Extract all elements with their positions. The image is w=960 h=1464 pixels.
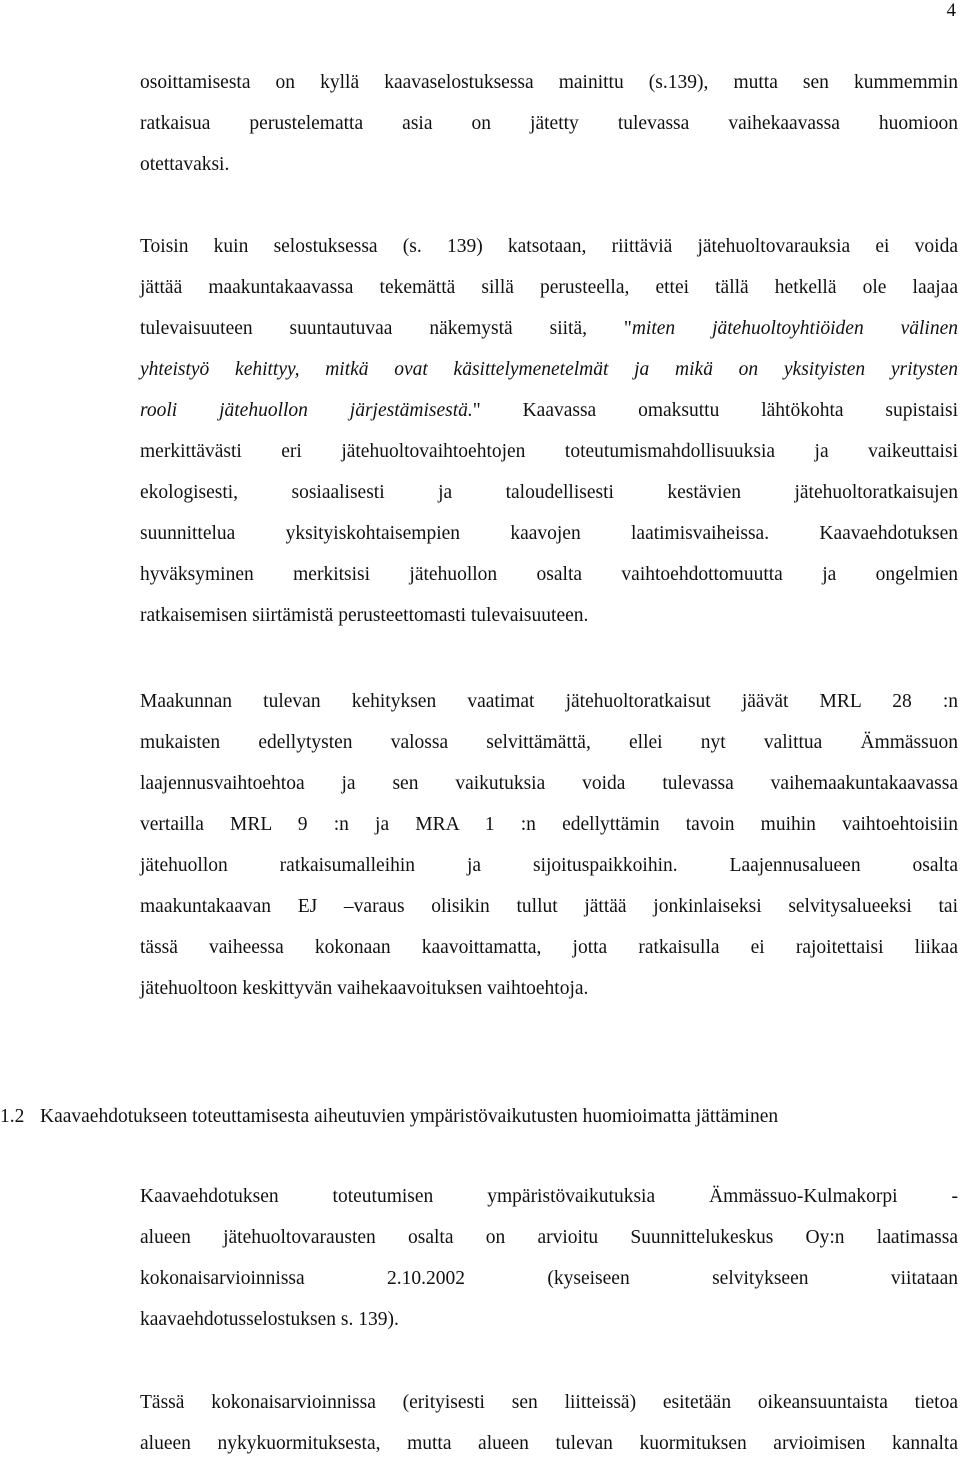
section-title: Kaavaehdotukseen toteuttamisesta aiheutuvien ympäristövaikutusten huomioimatta jättäminen xyxy=(40,1106,779,1127)
text-line-mixed xyxy=(140,390,958,431)
text-line: laajennusvaihtoehtoa ja sen vaikutuksia voida tulevassa vaihemaakuntakaavassa xyxy=(140,773,958,794)
page-number: 4 xyxy=(946,0,956,21)
quotation-line xyxy=(140,349,958,390)
text-plain: " Kaavassa omaksuttu lähtökohta supistaisi xyxy=(472,400,958,421)
quotation-italic: rooli jätehuollon järjestämisestä. xyxy=(140,400,473,421)
text-line: ratkaisua perustelematta asia on jätetty tulevassa vaihekaavassa huomioon xyxy=(140,113,958,134)
quotation-italic: yhteistyö kehittyy, mitkä ovat käsittelymenetelmät ja mikä on yksityisten yritysten xyxy=(140,359,958,380)
quotation-italic: miten jätehuoltoyhtiöiden välinen xyxy=(631,318,958,339)
text-line: hyväksyminen merkitsisi jätehuollon osalta vaihtoehdottomuutta ja ongelmien xyxy=(140,564,958,585)
text-line: Toisin kuin selostuksessa (s. 139) katsotaan, riittäviä jätehuoltovarauksia ei voida xyxy=(140,236,958,257)
text-line: jättää maakuntakaavassa tekemättä sillä perusteella, ettei tällä hetkellä ole laajaa xyxy=(140,277,958,298)
text-line: mukaisten edellytysten valossa selvittämättä, ellei nyt valittua Ämmässuon xyxy=(140,732,958,753)
text-line: otettavaksi. xyxy=(140,154,230,175)
text-line: Kaavaehdotuksen toteutumisen ympäristövaikutuksia Ämmässuo-Kulmakorpi - xyxy=(140,1186,958,1207)
text-line: jätehuoltoon keskittyvän vaihekaavoituksen vaihtoehtoja. xyxy=(140,978,589,999)
text-line: tässä vaiheessa kokonaan kaavoittamatta, jotta ratkaisulla ei rajoitettaisi liikaa xyxy=(140,937,958,958)
text-line: suunnittelua yksityiskohtaisempien kaavojen laatimisvaiheissa. Kaavaehdotuksen xyxy=(140,523,958,544)
text-line: merkittävästi eri jätehuoltovaihtoehtojen toteutumismahdollisuuksia ja vaikeuttaisi xyxy=(140,441,958,462)
paragraph-2 xyxy=(140,226,958,636)
text-line: osoittamisesta on kyllä kaavaselostuksessa mainittu (s.139), mutta sen kummemmin xyxy=(140,72,958,93)
paragraph-1 xyxy=(140,62,958,185)
text-line: alueen nykykuormituksesta, mutta alueen tulevan kuormituksen arvioimisen kannalta xyxy=(140,1433,958,1454)
paragraph-3 xyxy=(140,681,958,1009)
text-line: vertailla MRL 9 :n ja MRA 1 :n edellyttämin tavoin muihin vaihtoehtoisiin xyxy=(140,814,958,835)
paragraph-4 xyxy=(140,1176,958,1340)
text-line: Maakunnan tulevan kehityksen vaatimat jätehuoltoratkaisut jäävät MRL 28 :n xyxy=(140,691,958,712)
text-line: alueen jätehuoltovarausten osalta on arvioitu Suunnittelukeskus Oy:n laatimassa xyxy=(140,1227,958,1248)
text-line: ekologisesti, sosiaalisesti ja taloudellisesti kestävien jätehuoltoratkaisujen xyxy=(140,482,958,503)
text-line: kokonaisarvioinnissa 2.10.2002 (kyseiseen selvitykseen viitataan xyxy=(140,1268,958,1289)
section-number: 1.2 xyxy=(0,1106,25,1127)
section-heading xyxy=(0,1096,958,1137)
text-line: maakuntakaavan EJ –varaus olisikin tullut jättää jonkinlaiseksi selvitysalueeksi tai xyxy=(140,896,958,917)
text-line: kaavaehdotusselostuksen s. 139). xyxy=(140,1309,399,1330)
text-line: Tässä kokonaisarvioinnissa (erityisesti sen liitteissä) esitetään oikeansuuntaista tietoa xyxy=(140,1392,958,1413)
text-line: ratkaisemisen siirtämistä perusteettomasti tulevaisuuteen. xyxy=(140,605,589,626)
text-line-mixed xyxy=(140,308,958,349)
text-line: jätehuollon ratkaisumalleihin ja sijoituspaikkoihin. Laajennusalueen osalta xyxy=(140,855,958,876)
text-plain: tulevaisuuteen suuntautuvaa näkemystä siitä, " xyxy=(140,318,632,339)
paragraph-5 xyxy=(140,1382,958,1464)
